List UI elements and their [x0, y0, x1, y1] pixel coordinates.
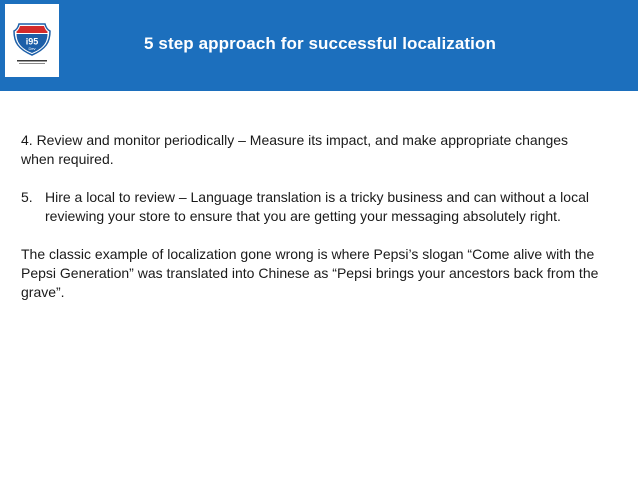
header-band — [0, 0, 638, 91]
slide-body — [21, 131, 601, 321]
logo-text: i95 — [25, 36, 39, 47]
page-title: 5 step approach for successful localization — [144, 34, 496, 53]
step-4-paragraph: 4. Review and monitor periodically – Measure its impact, and make appropriate changes when required. — [21, 132, 569, 167]
logo — [5, 4, 59, 77]
example-paragraph: The classic example of localization gone wrong is where Pepsi’s slogan “Come alive with the Pepsi Generation” was translated into Chinese as “Pepsi brings your ancestors back from the grave”. — [21, 246, 599, 300]
step-5-number: 5. — [21, 189, 33, 205]
interstate-shield-logo-icon — [5, 4, 59, 77]
step-5-item — [21, 188, 601, 226]
logo-subtext: Dev — [28, 46, 36, 51]
step-5-text: Hire a local to review – Language translation is a tricky business and can without a local reviewing your store to ensure that you are getting your messaging absolutely right. — [45, 189, 589, 224]
